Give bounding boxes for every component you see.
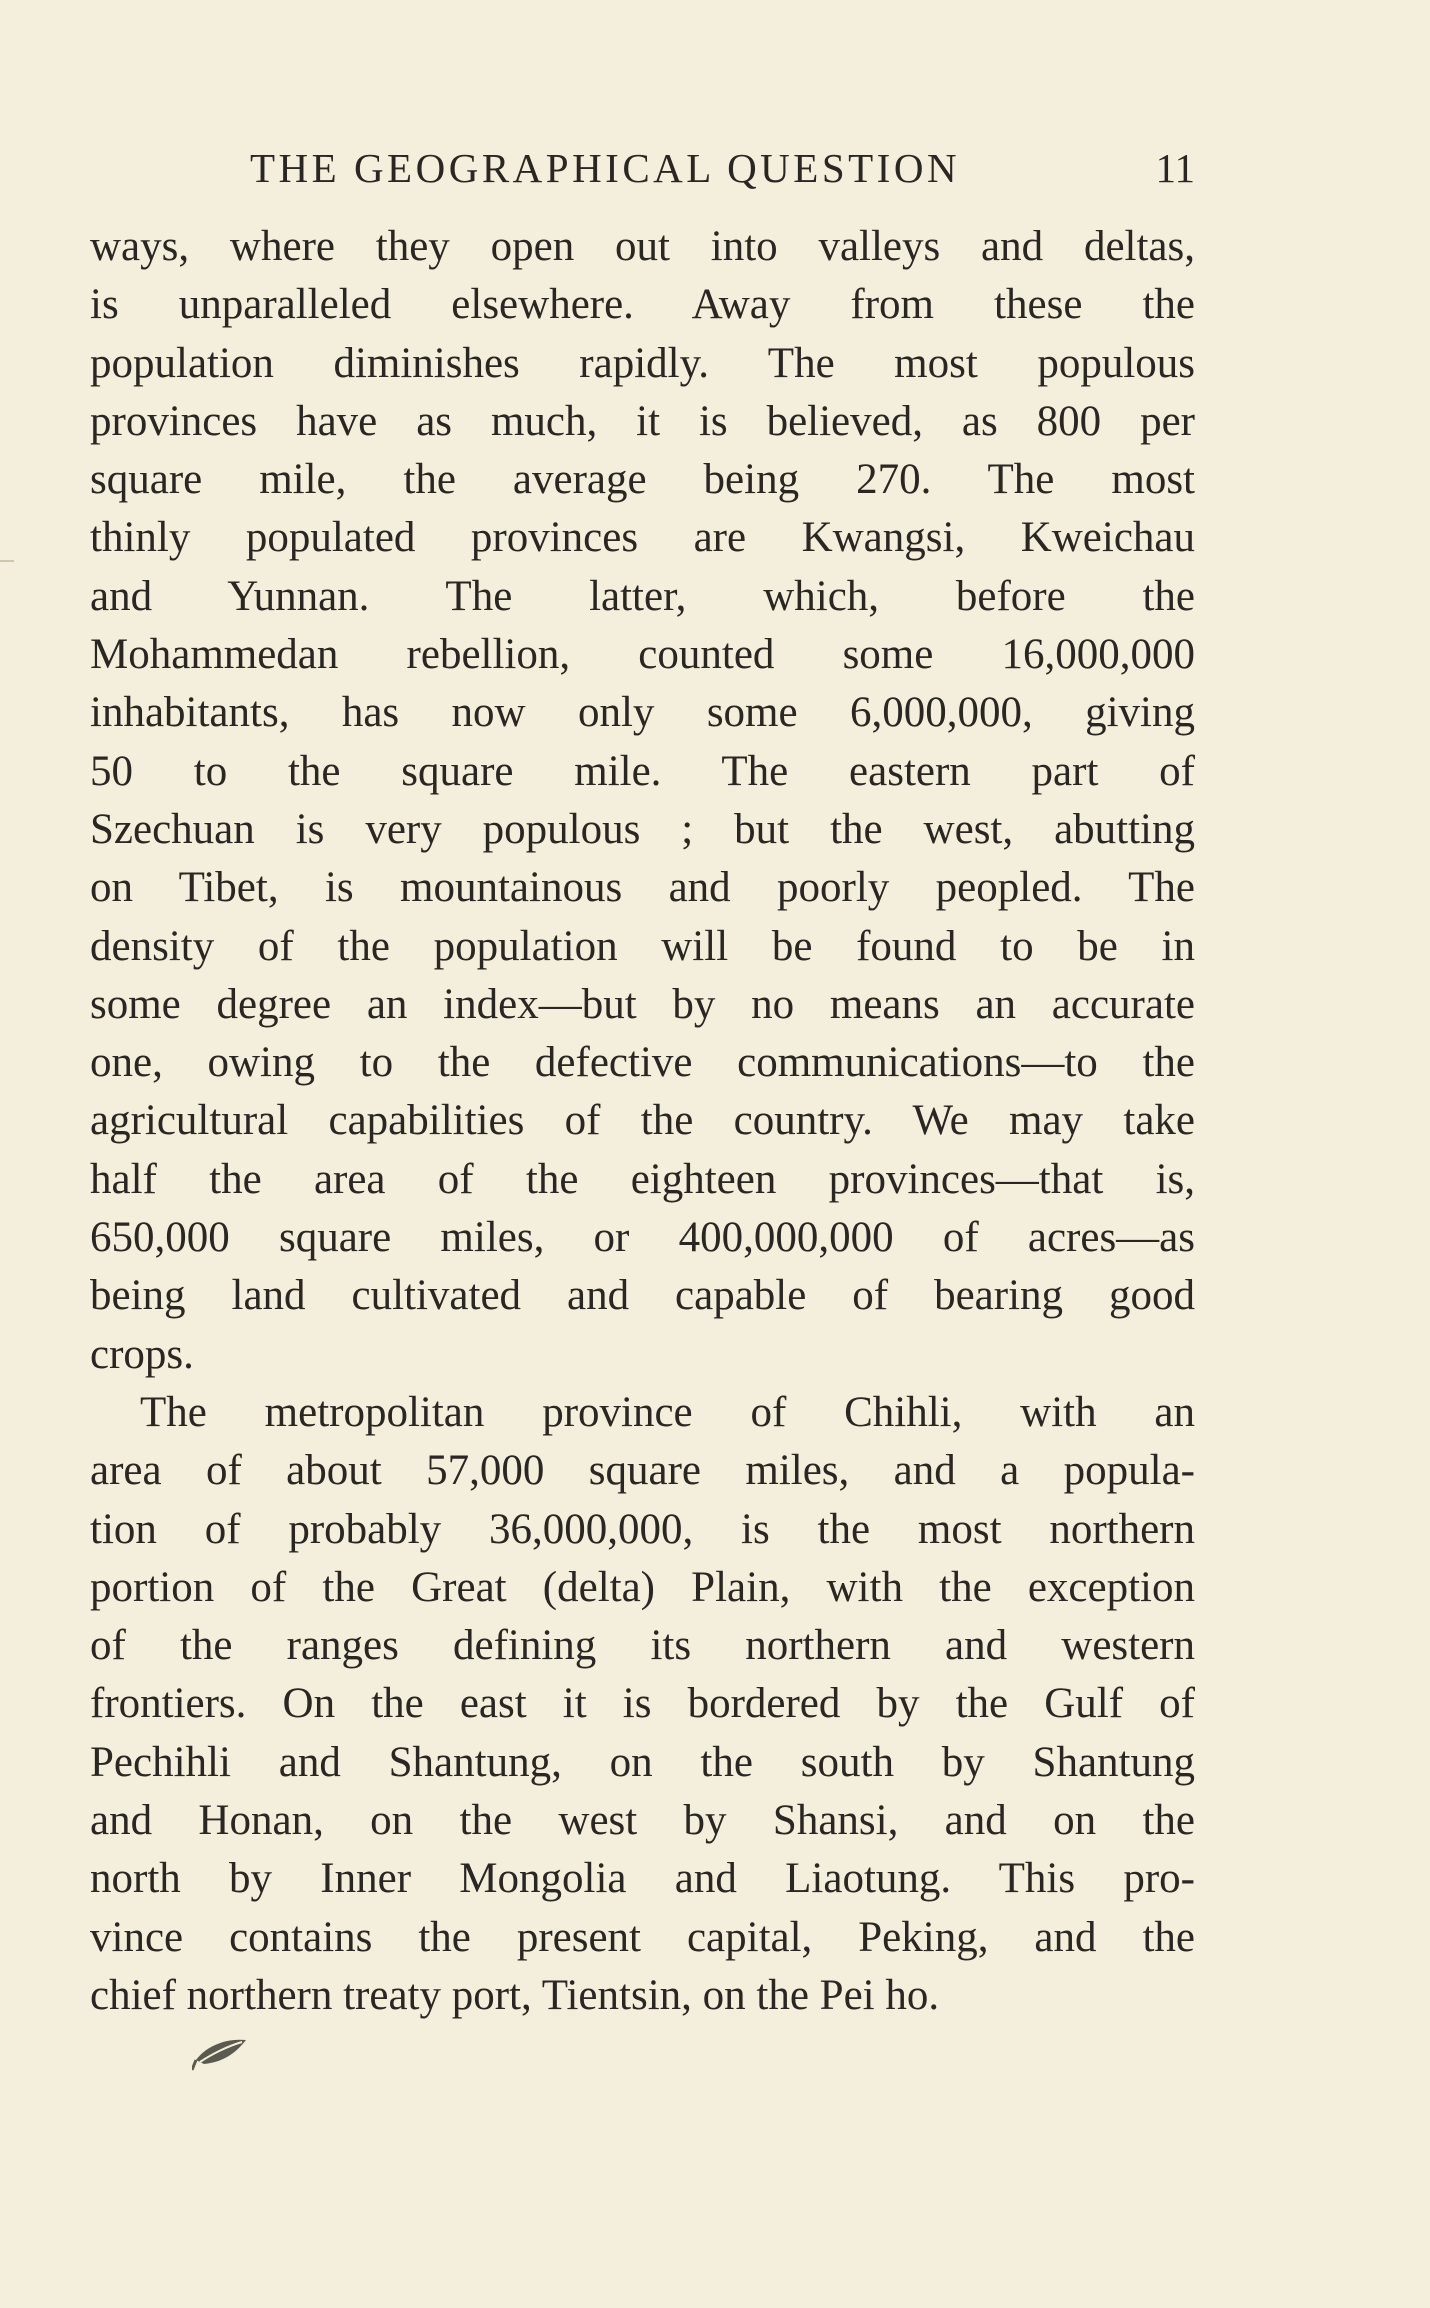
text-line: agricultural capabilities of the country. We may take [90, 1097, 1195, 1145]
body-text [90, 218, 1195, 2025]
text-line: chief northern treaty port, Tientsin, on the Pei ho. [90, 1971, 940, 2019]
leaf-ornament-icon [192, 2032, 252, 2072]
text-line: vince contains the present capital, Peking, and the [90, 1913, 1195, 1961]
text-line: portion of the Great (delta) Plain, with the exception [90, 1563, 1195, 1611]
page-number: 11 [1155, 145, 1195, 191]
text-line: population diminishes rapidly. The most populous [90, 339, 1195, 387]
page-header [90, 138, 1195, 198]
text-line: ways, where they open out into valleys and deltas, [90, 223, 1195, 270]
text-line: Mohammedan rebellion, counted some 16,000,000 [90, 631, 1195, 679]
text-line: inhabitants, has now only some 6,000,000, giving [90, 689, 1195, 737]
text-line: of the ranges defining its northern and western [90, 1622, 1195, 1670]
text-line: 650,000 square miles, or 400,000,000 of acres—as [90, 1214, 1195, 1262]
text-line: being land cultivated and capable of bearing good [90, 1272, 1195, 1320]
text-line: half the area of the eighteen provinces—that is, [90, 1155, 1195, 1203]
text-line: frontiers. On the east it is bordered by the Gulf of [90, 1680, 1195, 1728]
text-line: provinces have as much, it is believed, as 800 per [90, 397, 1195, 445]
text-line: 50 to the square mile. The eastern part of [90, 747, 1195, 795]
text-line: is unparalleled elsewhere. Away from these the [90, 281, 1195, 329]
text-line: Pechihli and Shantung, on the south by Shantung [90, 1738, 1195, 1786]
text-line: one, owing to the defective communications—to the [90, 1039, 1195, 1087]
text-line: The metropolitan province of Chihli, with an [140, 1388, 1195, 1436]
text-line: north by Inner Mongolia and Liaotung. This pro- [90, 1855, 1195, 1903]
text-line: thinly populated provinces are Kwangsi, Kweichau [90, 514, 1195, 562]
text-line: and Yunnan. The latter, which, before the [90, 572, 1195, 620]
ornament-stem [192, 2060, 196, 2070]
text-line: tion of probably 36,000,000, is the most northern [90, 1505, 1195, 1553]
text-line: some degree an index—but by no means an accurate [90, 980, 1195, 1028]
text-line: square mile, the average being 270. The most [90, 456, 1195, 504]
text-line: Szechuan is very populous ; but the west, abutting [90, 805, 1195, 853]
text-line: density of the population will be found to be in [90, 922, 1195, 970]
text-line: crops. [90, 1330, 194, 1378]
running-title: THE GEOGRAPHICAL QUESTION [250, 145, 961, 191]
text-line: and Honan, on the west by Shansi, and on the [90, 1797, 1195, 1845]
page-edge-mark [0, 560, 14, 562]
text-line: area of about 57,000 square miles, and a popula- [90, 1447, 1195, 1495]
text-line: on Tibet, is mountainous and poorly peopled. The [90, 864, 1195, 912]
